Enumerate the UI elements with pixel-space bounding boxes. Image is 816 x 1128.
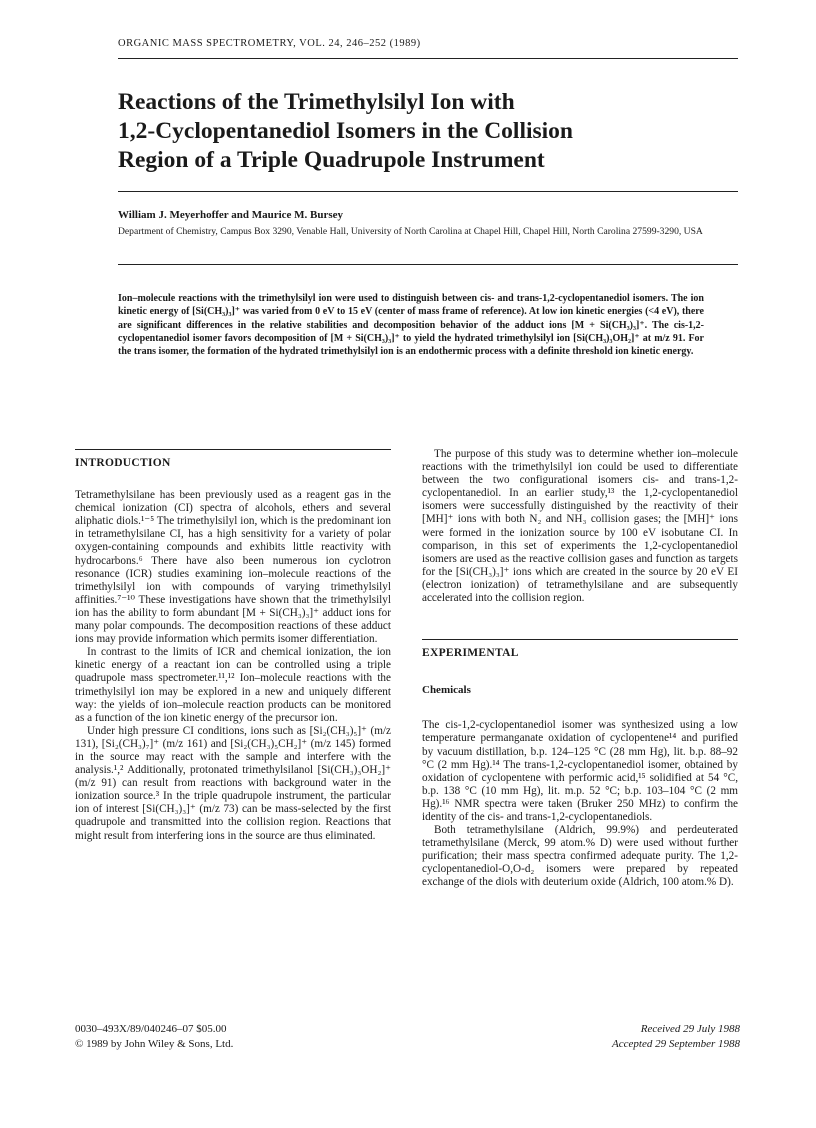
title-line: Reactions of the Trimethylsilyl Ion with (118, 89, 515, 115)
purpose-paragraph: The purpose of this study was to determine whether ion–molecule reactions with the trimethylsilyl ion could be used to differentiate between the two configurational isomers cis- and trans-1,2-cyclopentanediol. In an earlier study,¹³ the 1,2-cyclopentanediol isomers were successfully distinguished by the reactivity of their [MH]⁺ ions with both N₂ and NH₃ collision gases; the [MH]⁺ ions were formed in the ionization source by 100 eV isobutane CI. In comparison, in this set of experiments the 1,2-cyclopentanediol isomers are used as the reactive collision gases and function as targets for the [Si(CH₃)₃]⁺ ions which are created in the source by 20 eV EI (electron ionization) of tetramethylsilane and are subsequently accelerated into the collision region. (422, 448, 738, 605)
article-title (118, 88, 738, 175)
copyright-notice: © 1989 by John Wiley & Sons, Ltd. (75, 1037, 234, 1050)
author-affiliation: Department of Chemistry, Campus Box 3290, Venable Hall, University of North Carolina at Chapel Hill, Chapel Hill, North Carolina 27599-3290, USA (118, 226, 703, 237)
article-code: 0030–493X/89/040246–07 $05.00 (75, 1023, 227, 1035)
header-rule (118, 58, 738, 59)
right-column (422, 448, 738, 890)
abstract-top-rule (118, 264, 738, 265)
accepted-date: Accepted 29 September 1988 (612, 1037, 740, 1050)
abstract-text: Ion–molecule reactions with the trimethylsilyl ion were used to distinguish between cis- and trans-1,2-cyclopentanediol isomers. The ion kinetic energy of [Si(CH₃)₃]⁺ was varied from 0 eV to 15 eV (center of mass frame of reference). At low ion kinetic energies (<4 eV), there are significant differences in the relative stabilities and decomposition behavior of the adduct ions [M + Si(CH₃)₃]⁺. The cis-1,2-cyclopentanediol isomer favors decomposition of [M + Si(CH₃)₃]⁺ to yield the hydrated trimethylsilyl ion [Si(CH₃)₃OH₂]⁺ at m/z 91. For the trans isomer, the formation of the hydrated trimethylsilyl ion is an endothermic process with a definite threshold ion kinetic energy. (118, 293, 704, 358)
experimental-heading: EXPERIMENTAL (422, 639, 738, 666)
title-rule (118, 191, 738, 192)
left-column (75, 449, 391, 843)
introduction-heading: INTRODUCTION (75, 449, 391, 476)
intro-paragraph: Tetramethylsilane has been previously used as a reagent gas in the chemical ionization (CI) spectra of alcohols, ethers and several aliphatic diols.¹⁻⁵ The trimethylsilyl ion, which is the predominant ion in tetramethylsilane CI, has a high sensitivity for a variety of polar oxygen-containing compounds and exhibits little reactivity with hydrocarbons.⁶ There have also been numerous ion cyclotron resonance (ICR) studies examining ion–molecule reactions of the trimethylsilyl ion with compounds of varying trimethylsilyl affinities.⁷⁻¹⁰ These investigations have shown that the trimethylsilyl ion has the ability to form abundant [M + Si(CH₃)₃]⁺ adduct ions for many polar compounds. The decomposition reactions of these adduct ions may provide information which permits isomer differentiation. (75, 489, 391, 646)
intro-paragraph: In contrast to the limits of ICR and chemical ionization, the ion kinetic energy of a reactant ion can be controlled using a triple quadrupole mass spectrometer.¹¹,¹² Ion–molecule reactions with the trimethylsilyl ion may be explored in a new and uniquely different way: the yields of ion–molecule reaction products can be monitored as a function of the ion kinetic energy of the precursor ion. (75, 646, 391, 724)
author-list: William J. Meyerhoffer and Maurice M. Bursey (118, 209, 344, 221)
title-line: 1,2-Cyclopentanediol Isomers in the Collision (118, 118, 574, 144)
experimental-paragraph: Both tetramethylsilane (Aldrich, 99.9%) and perdeuterated tetramethylsilane (Merck, 99 atom.% D) were used without further purification; their mass spectra confirmed adequate purity. The 1,2-cyclopentanediol-O,O-d₂ isomers were prepared by repeated exchange of the diols with deuterium oxide (Aldrich, 100 atom.% D). (422, 824, 738, 889)
received-date: Received 29 July 1988 (640, 1023, 740, 1035)
experimental-paragraph: The cis-1,2-cyclopentanediol isomer was synthesized using a low temperature permanganate oxidation of cyclopentene¹⁴ and purified by vacuum distillation, b.p. 124–125 °C (28 mm Hg), lit. b.p. 88–92 °C (2 mm Hg).¹⁴ The trans-1,2-cyclopentanediol isomer, obtained by oxidation of cyclopentene with performic acid,¹⁵ solidified at 54 °C, b.p. 138 °C (10 mm Hg), lit. m.p. 52 °C; b.p. 103–104 °C (2 mm Hg).¹⁶ NMR spectra were taken (Bruker 250 MHz) to confirm the identity of the cis- and trans-1,2-cyclopentanediols. (422, 719, 738, 823)
chemicals-heading: Chemicals (422, 684, 471, 697)
intro-paragraph: Under high pressure CI conditions, ions such as [Si₂(CH₃)₅]⁺ (m/z 131), [Si₂(CH₃)₇]⁺ (m/z 161) and [Si₂(CH₃)₅CH₂]⁺ (m/z 145) formed in the source may react with the sample and interfere with the analysis.¹,² Additionally, protonated trimethylsilanol [Si(CH₃)₃OH₂]⁺ (m/z 91) can result from reactions with background water in the ionization source.³ In the triple quadrupole instrument, the particular ion of interest [Si(CH₃)₃]⁺ (m/z 73) can be mass-selected by the first quadrupole and transmitted into the collision region. Reactions that might result from interfering ions in the source are thus eliminated. (75, 724, 391, 842)
footer-right (500, 1022, 740, 1051)
running-head: ORGANIC MASS SPECTROMETRY, VOL. 24, 246–252 (1989) (118, 38, 421, 49)
footer-left (75, 1022, 233, 1051)
title-line: Region of a Triple Quadrupole Instrument (118, 147, 545, 173)
